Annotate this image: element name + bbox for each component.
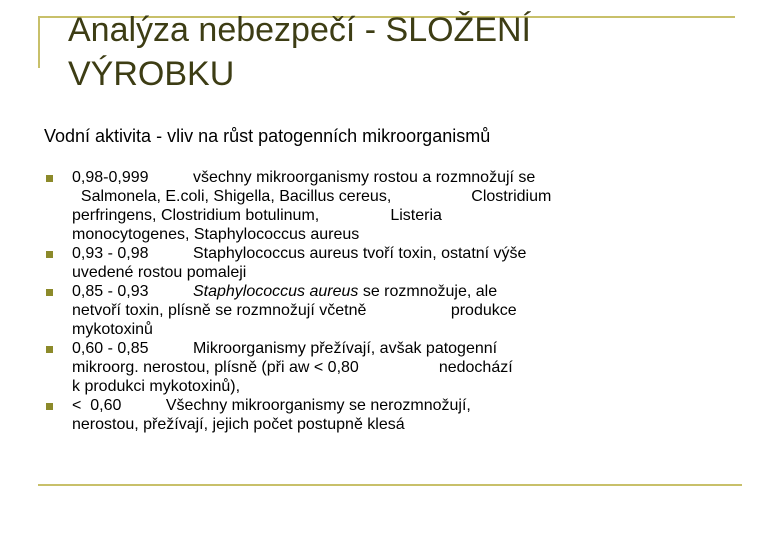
list-item-prefix: 0,85 - 0,93 [72,283,193,300]
list-item-line: 0,93 - 0,98 Staphylococcus aureus tvoří toxin, ostatní výše [72,245,527,262]
list-item-line [72,282,736,301]
list-item [46,282,736,339]
list-item-line: nerostou, přežívají, jejich počet postupně klesá [72,416,405,433]
bullet-list [46,168,736,434]
bottom-divider [38,484,742,486]
list-item-line: netvoří toxin, plísně se rozmnožují včetně produkce [72,302,517,319]
list-item-line: 0,60 - 0,85 Mikroorganismy přežívají, avšak patogenní [72,340,498,357]
list-item-line: < 0,60 Všechny mikroorganismy se nerozmnožují, [72,397,471,414]
list-item-line: uvedené rostou pomaleji [72,264,247,281]
list-item-line: mykotoxinů [72,321,153,338]
left-accent-line [38,16,40,68]
list-item [46,396,736,434]
list-item-line: 0,98-0,999 všechny mikroorganismy rostou a rozmnožují se [72,169,536,186]
list-item [46,168,736,244]
slide-title-line-2: VÝROBKU [68,55,235,93]
square-bullet-icon [46,403,53,410]
list-item-suffix: se rozmnožuje, ale [358,283,498,300]
list-item-line: monocytogenes, Staphylococcus aureus [72,226,360,243]
slide-title-line-1: Analýza nebezpečí - SLOŽENÍ [68,11,532,49]
square-bullet-icon [46,289,53,296]
square-bullet-icon [46,175,53,182]
list-item-line: perfringens, Clostridium botulinum, Listeria [72,207,442,224]
slide-title [68,8,748,96]
square-bullet-icon [46,251,53,258]
list-item-italic: Staphylococcus aureus [192,283,359,300]
list-item [46,339,736,396]
slide-subtitle: Vodní aktivita - vliv na růst patogenních mikroorganismů [44,126,491,146]
list-item-line: k produkci mykotoxinů), [72,378,241,395]
list-item-line: mikroorg. nerostou, plísně (při aw < 0,80 nedochází [72,359,513,376]
square-bullet-icon [46,346,53,353]
list-item-line: Salmonela, E.coli, Shigella, Bacillus cereus, Clostridium [72,188,552,205]
list-item [46,244,736,282]
